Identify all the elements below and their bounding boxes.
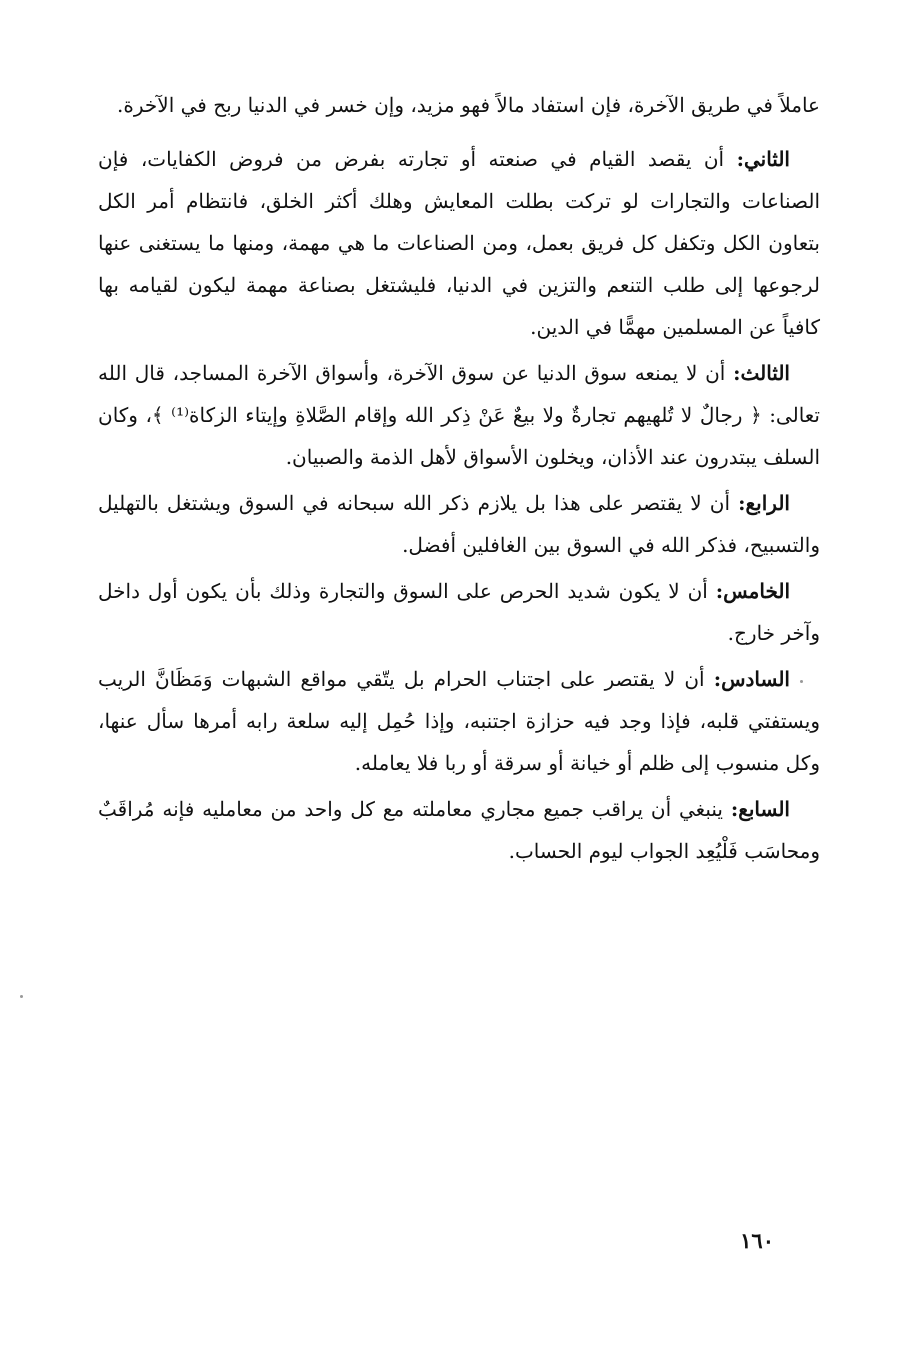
paragraph-fifth-text: أن لا يكون شديد الحرص على السوق والتجارة وذلك بأن يكون أول داخل وآخر خارج. [98, 579, 820, 645]
paragraph-fourth-text: أن لا يقتصر على هذا بل يلازم ذكر الله سبحانه في السوق ويشتغل بالتهليل والتسبيح، فذكر الله في السوق بين الغافلين أفضل. [98, 491, 820, 557]
paragraph-intro [98, 84, 820, 126]
paragraph-third-text: أن لا يمنعه سوق الدنيا عن سوق الآخرة، وأسواق الآخرة المساجد، قال الله تعالى: ﴿ رجالٌ لا تُلهيهم تجارةٌ ولا بيعٌ عَنْ ذِكر الله وإقام الصَّلاةِ وإيتاء الزكاة⁽¹⁾ ﴾، وكان السلف يبتدرون عند الأذان، ويخلون الأسواق لأهل الذمة والصبيان. [98, 361, 820, 469]
paragraph-intro-text: عاملاً في طريق الآخرة، فإن استفاد مالاً فهو مزيد، وإن خسر في الدنيا ربح في الآخرة. [117, 93, 820, 117]
paragraph-sixth-term: السادس: [713, 667, 790, 691]
paragraph-fifth-term: الخامس: [715, 579, 790, 603]
scan-speck [800, 680, 803, 683]
paragraph-fourth-term: الرابع: [738, 491, 790, 515]
paragraph-fifth [98, 570, 820, 654]
paragraph-fourth [98, 482, 820, 566]
paragraph-sixth-text: أن لا يقتصر على اجتناب الحرام بل يتّقي مواقع الشبهات وَمَظَانَّ الريب ويستفتي قلبه، فإذا وجد فيه حزازة اجتنبه، وإذا حُمِل إليه سلعة رابه أمرها سأل عنها، وكل منسوب إلى ظلم أو خيانة أو سرقة أو ربا فلا يعامله. [98, 667, 820, 775]
paragraph-second [98, 138, 820, 348]
page-number: ١٦٠ [740, 1228, 774, 1253]
paragraph-third [98, 352, 820, 478]
page-body-text [98, 84, 820, 872]
paragraph-third-term: الثالث: [733, 361, 790, 385]
paragraph-seventh-text: ينبغي أن يراقب جميع مجاري معاملته مع كل واحد من معامليه فإنه مُراقَبٌ ومحاسَب فَلْيُعِد الجواب ليوم الحساب. [98, 797, 820, 863]
paragraph-second-text: أن يقصد القيام في صنعته أو تجارته بفرض من فروض الكفايات، فإن الصناعات والتجارات لو تركت بطلت المعايش وهلك أكثر الخلق، فانتظام أمر الكل بتعاون الكل وتكفل كل فريق بعمل، ومن الصناعات ما هي مهمة، ومنها ما يستغنى عنها لرجوعها إلى طلب التنعم والتزين في الدنيا، فليشتغل بصناعة مهمة ليكون لقيامه بها كافياً عن المسلمين مهمًّا في الدين. [98, 147, 820, 339]
paragraph-seventh-term: السابع: [730, 797, 790, 821]
paragraph-seventh [98, 788, 820, 872]
paragraph-second-term: الثاني: [736, 147, 790, 171]
scan-speck [20, 995, 23, 998]
paragraph-sixth [98, 658, 820, 784]
